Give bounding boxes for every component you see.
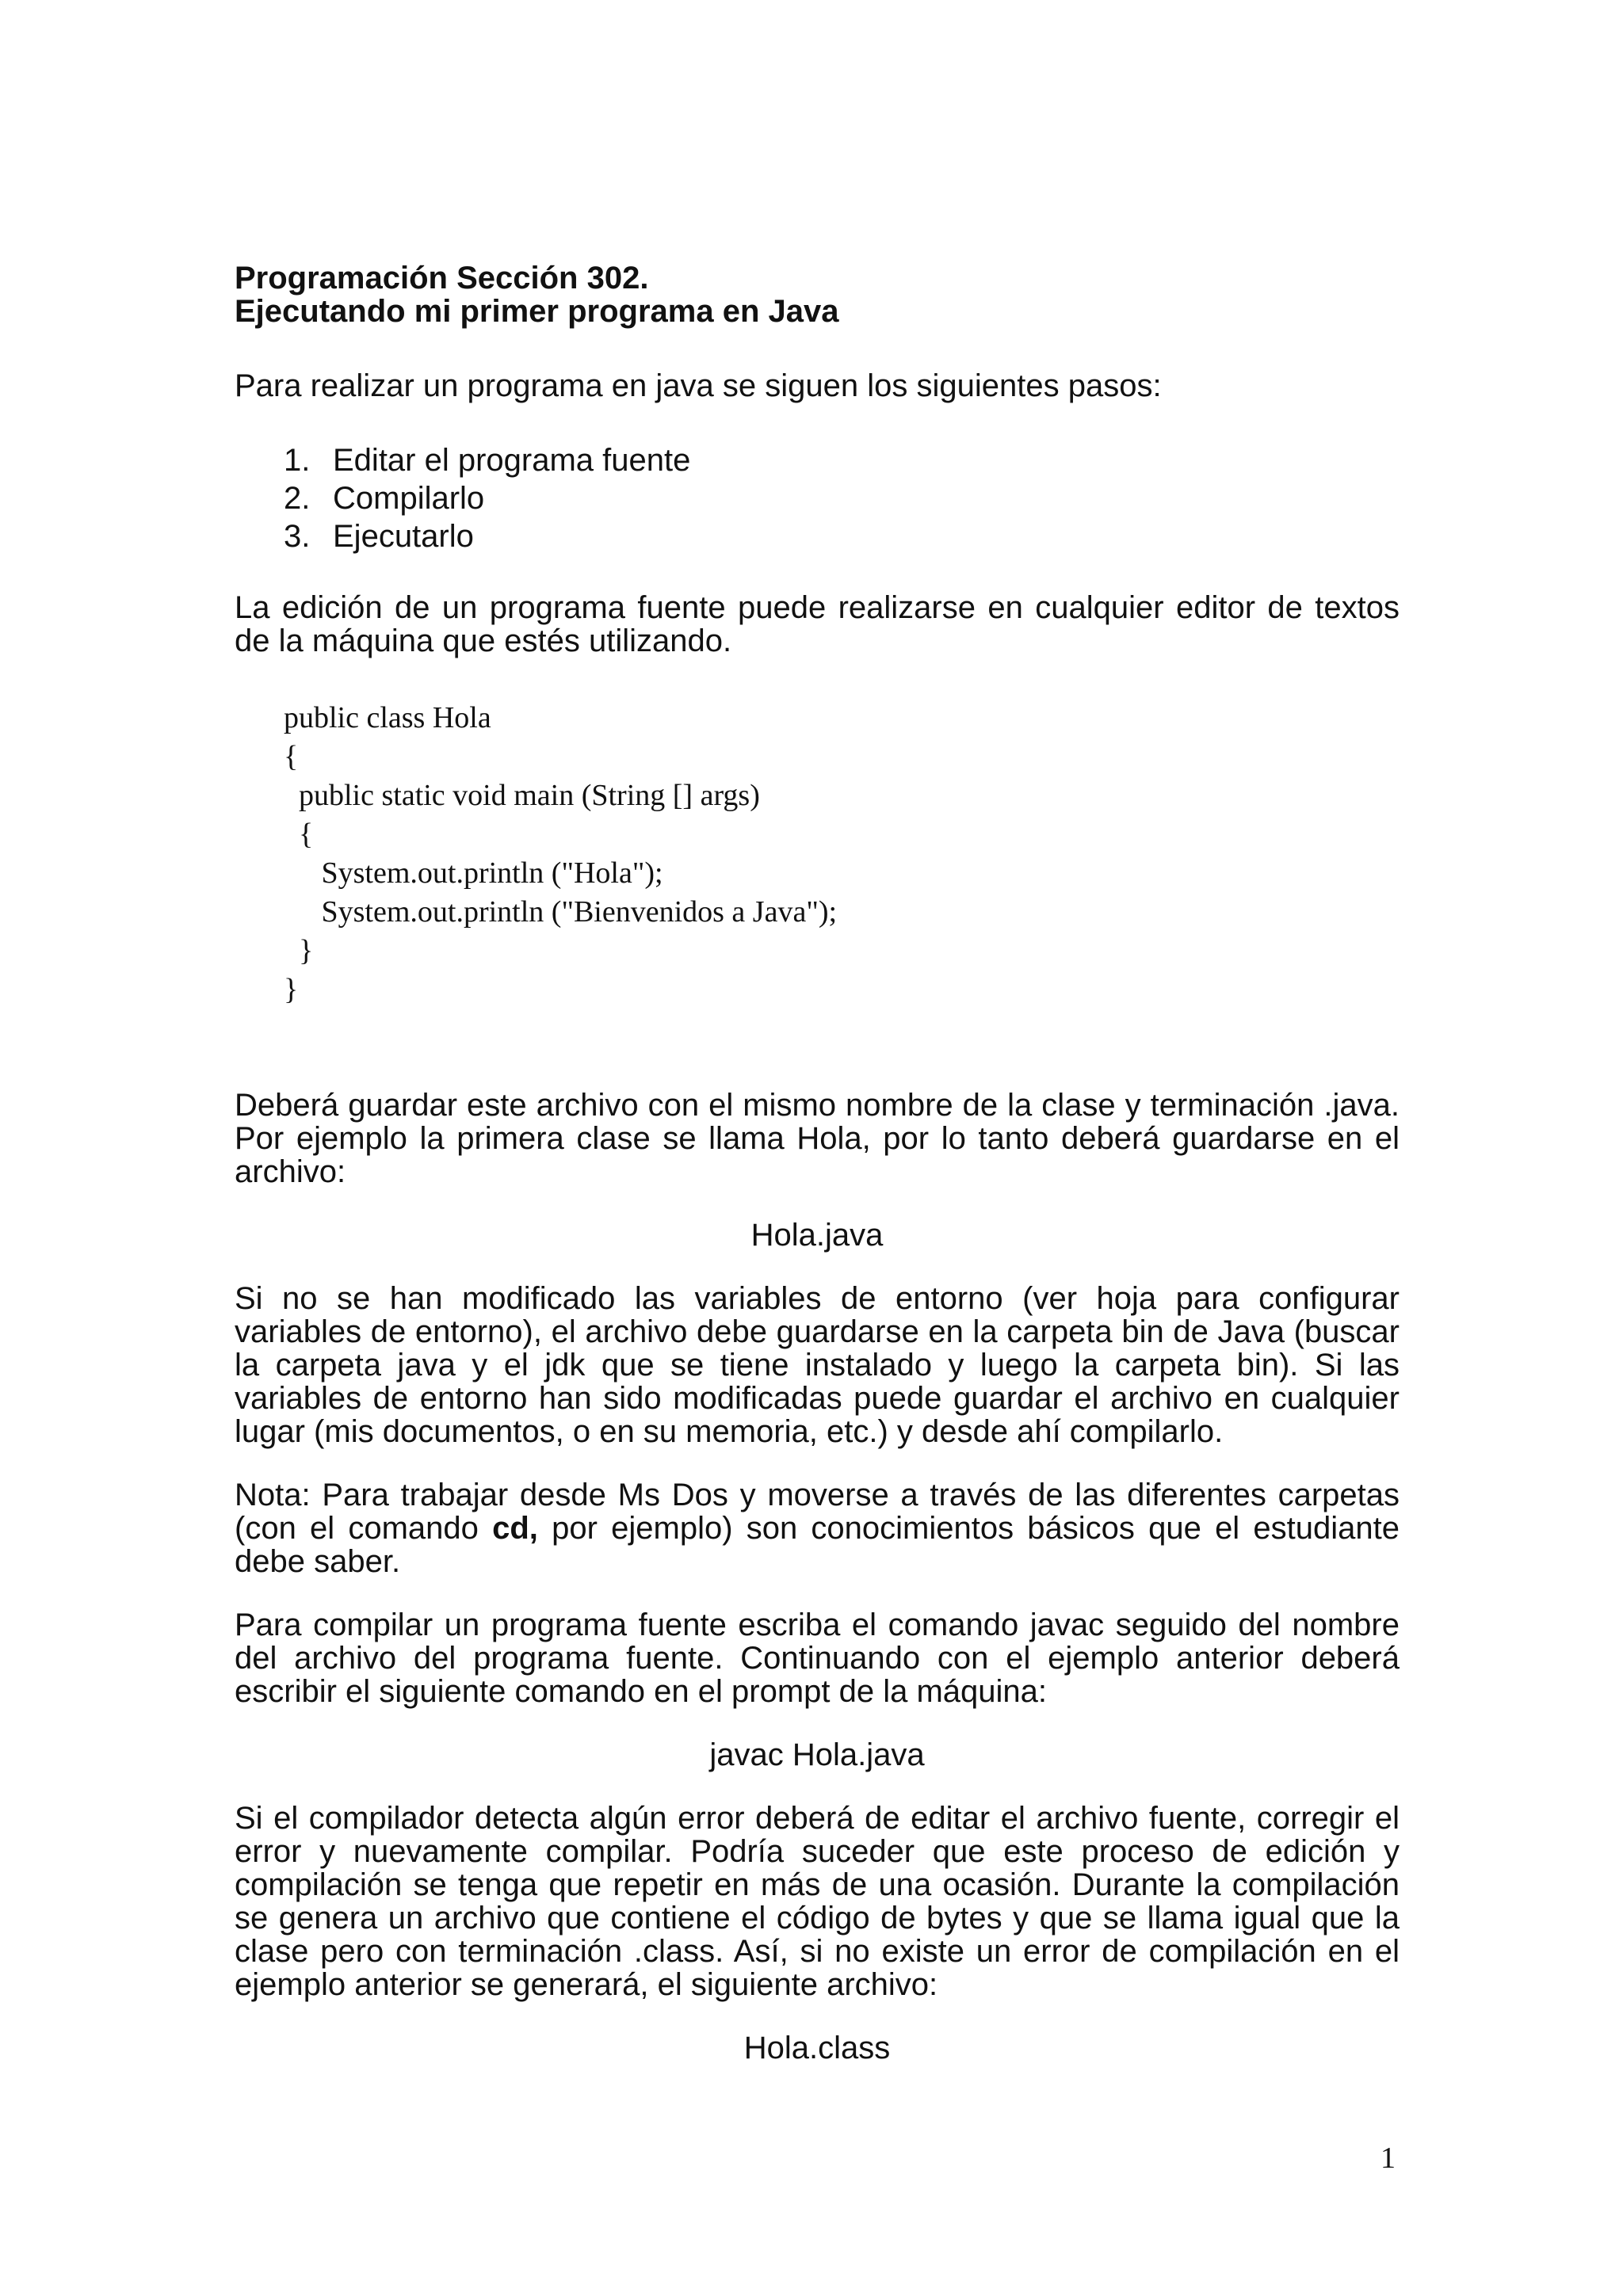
step-number: 1. — [284, 443, 311, 478]
page-number: 1 — [1381, 2142, 1396, 2175]
filename-java: Hola.java — [750, 1218, 884, 1253]
code-line: { — [284, 740, 299, 773]
steps-list — [235, 444, 1400, 553]
page-content — [235, 261, 1400, 2065]
step-number: 3. — [284, 519, 311, 554]
code-block — [284, 699, 1400, 1009]
code-line: System.out.println ("Hola"); — [284, 856, 663, 890]
step-label: Ejecutarlo — [333, 519, 474, 554]
code-line: System.out.println ("Bienvenidos a Java"); — [284, 895, 838, 929]
compile-command: javac Hola.java — [709, 1737, 925, 1772]
edit-paragraph: La edición de un programa fuente puede realizarse en cualquier editor de textos de la máquina que estés utilizando. — [235, 590, 1400, 658]
env-paragraph: Si no se han modificado las variables de entorno (ver hoja para configurar variables de entorno), el archivo debe guardarse en la carpeta bin de Java (buscar la carpeta java y el jdk que se tiene instalado y luego la carpeta bin). Si las variables de entorno han sido modificadas puede guardar el archivo en cualquier lugar (mis documentos, o en su memoria, etc.) y desde ahí compilarlo. — [235, 1281, 1400, 1449]
code-line: } — [284, 934, 314, 967]
list-item — [284, 481, 1400, 516]
intro-text: Para realizar un programa en java se siguen los siguientes pasos: — [235, 368, 1162, 403]
save-paragraph: Deberá guardar este archivo con el mismo nombre de la clase y terminación .java. Por ejemplo la primera clase se llama Hola, por lo tanto deberá guardarse en el archivo: — [235, 1088, 1400, 1189]
title-line-2: Ejecutando mi primer programa en Java — [235, 294, 839, 329]
title-line-1: Programación Sección 302. — [235, 261, 649, 296]
list-item — [284, 519, 1400, 554]
code-line: { — [284, 818, 314, 851]
code-line: public static void main (String [] args) — [284, 779, 760, 812]
note-paragraph — [235, 1478, 1400, 1578]
note-text-after: por ejemplo) son conocimientos básicos que el estudiante debe saber. — [235, 1511, 1400, 1579]
note-command: cd, — [492, 1511, 538, 1546]
note-text-before: Nota: Para trabajar desde Ms Dos y moverse a través de las diferentes carpetas (con el comando — [235, 1478, 1400, 1546]
compile-paragraph: Para compilar un programa fuente escriba el comando javac seguido del nombre del archivo del programa fuente. Continuando con el ejemplo anterior deberá escribir el siguiente comando en el prompt de la máquina: — [235, 1608, 1400, 1709]
step-label: Compilarlo — [333, 481, 485, 516]
step-number: 2. — [284, 481, 311, 516]
list-item — [284, 443, 1400, 478]
code-line: } — [284, 973, 299, 1006]
step-label: Editar el programa fuente — [333, 443, 691, 478]
filename-class: Hola.class — [743, 2031, 891, 2065]
error-paragraph: Si el compilador detecta algún error deberá de editar el archivo fuente, corregir el error y nuevamente compilar. Podría suceder que este proceso de edición y compilación se tenga que repetir en más de una ocasión. Durante la compilación se genera un archivo que contiene el código de bytes y que se llama igual que la clase pero con terminación .class. Así, si no existe un error de compilación en el ejemplo anterior se generará, el siguiente archivo: — [235, 1801, 1400, 2002]
code-line: public class Hola — [284, 701, 491, 734]
